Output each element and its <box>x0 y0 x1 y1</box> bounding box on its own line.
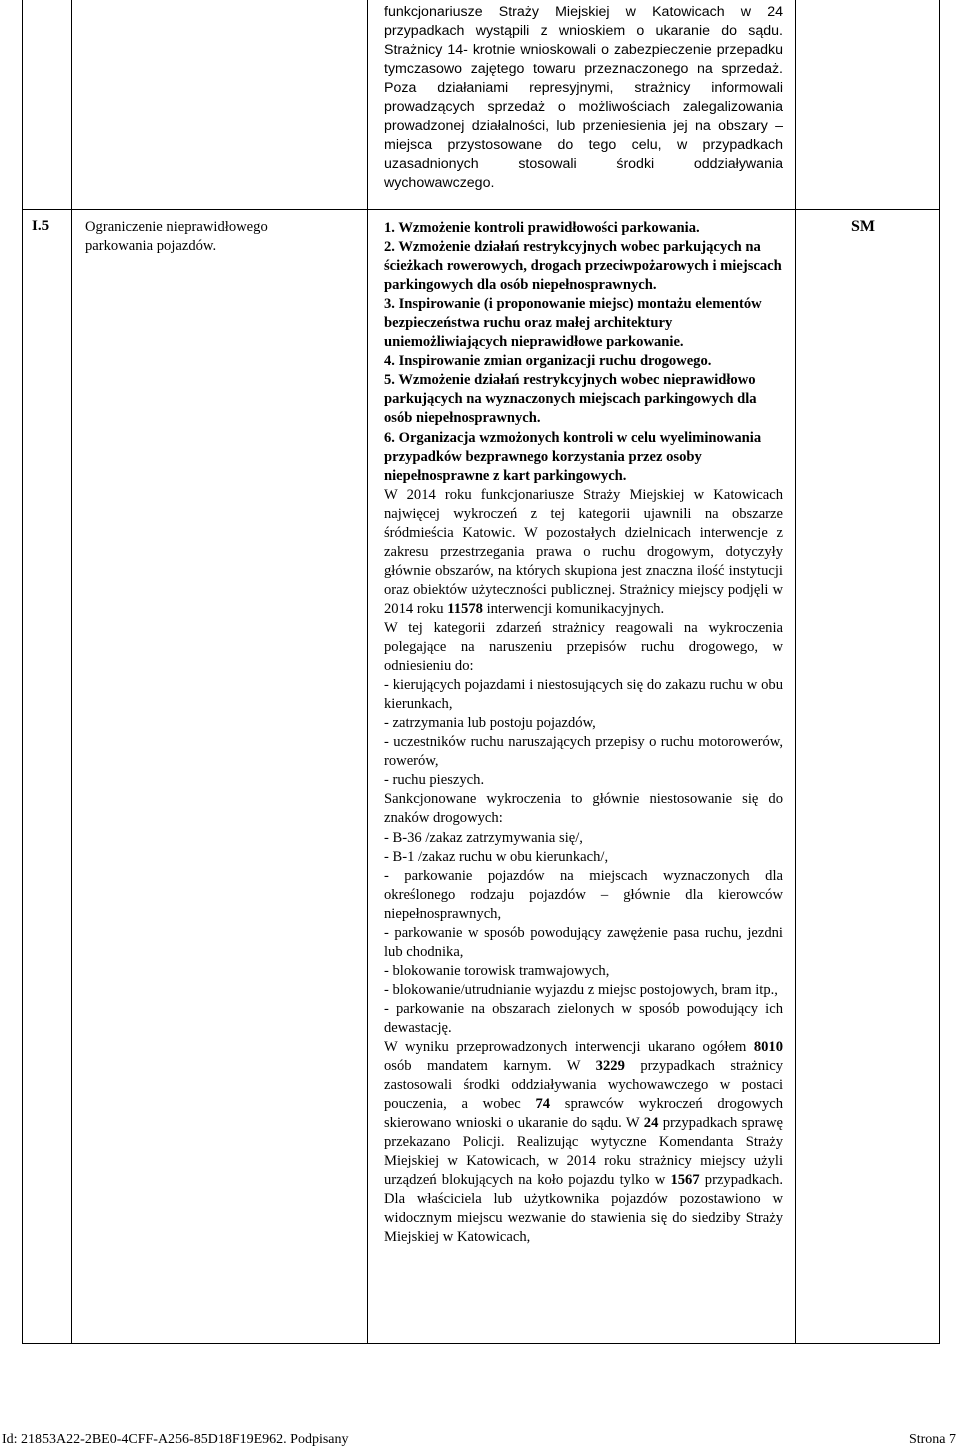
list-item: - blokowanie/utrudnianie wyjazdu z miejsc postojowych, bram itp., <box>384 981 778 998</box>
measure-item: 2. Wzmożenie działań restrykcyjnych wobec parkujących na ścieżkach rowerowych, drogach przeciwpożarowych i miejscach parkingowych dla osób niepełnosprawnych. <box>384 239 782 294</box>
list-item: - parkowanie pojazdów na miejscach wyznaczonych dla określonego rodzaju pojazdów – głównie dla kierowców niepełnosprawnych, <box>384 867 783 922</box>
list-item: - parkowanie na obszarach zielonych w sposób powodujący ich dewastację. <box>384 1000 783 1036</box>
paragraph-interventions: W 2014 roku funkcjonariusze Straży Miejskiej w Katowicach najwięcej wykroczeń z tej kategorii ujawnili na obszarze śródmieścia Katowic. W pozostałych dzielnicach interwencje z zakresu przestrzegania prawa o ruchu drogowym, dotyczyły głównie obszarów, na których skupiona jest znaczna ilość instytucji oraz obiektów użyteczności publicznej. Strażnicy miejscy podjęli w 2014 roku 11578 interwencji komunikacyjnych. <box>384 486 783 617</box>
page-number: Strona 7 <box>908 1432 956 1447</box>
wheel-clamps-count: 1567 <box>670 1172 700 1189</box>
measure-item: 1. Wzmożenie kontroli prawidłowości parkowania. <box>384 220 700 236</box>
top-text-1: funkcjonariusze Straży Miejskiej w Katowicach w 24 przypadkach wystąpili z wnioskiem o ukaranie do sądu. <box>384 4 783 40</box>
column-divider-1 <box>71 0 72 1344</box>
table-border-left <box>22 0 23 1344</box>
row-number: I.5 <box>32 218 50 234</box>
column-divider-2 <box>367 0 368 1344</box>
top-text-2: Strażnicy 14- krotnie wnioskowali o zabezpieczenie przepadku tymczasowo zajętego towaru przeznaczonego na sprzedaż. <box>384 42 783 78</box>
police-transfers-count: 24 <box>643 1115 659 1132</box>
measure-item: uniemożliwiających nieprawidłowe parkowanie. <box>384 334 684 351</box>
list-item: - blokowanie torowisk tramwajowych, <box>384 962 610 979</box>
list-item: - zatrzymania lub postoju pojazdów, <box>384 715 596 732</box>
table-border-bottom <box>22 1343 940 1344</box>
court-requests-count: 74 <box>535 1096 551 1113</box>
row-divider <box>22 209 940 210</box>
educational-count: 3229 <box>595 1058 625 1075</box>
measure-item: 3. Inspirowanie (i proponowanie miejsc) montażu elementów bezpieczeństwa ruchu oraz małej architektury <box>384 296 762 332</box>
measure-item: 6. Organizacja wzmożonych kontroli w celu wyeliminowania przypadków bezprawnego korzystania przez osoby niepełnosprawne z kart parkingowych. <box>384 429 762 484</box>
document-table <box>22 0 940 1344</box>
list-item: - ruchu pieszych. <box>384 772 485 789</box>
list-item: - B-1 /zakaz ruchu w obu kierunkach/, <box>384 848 609 865</box>
paragraph-sanctions: Sankcjonowane wykroczenia to głównie niestosowanie się do znaków drogowych: <box>384 791 783 827</box>
paragraph-results: W wyniku przeprowadzonych interwencji ukarano ogółem 8010 osób mandatem karnym. W 3229 przypadkach strażnicy zastosowali środki oddziaływania wychowawczego w postaci pouczenia, a wobec 74 sprawców wykroczeń drogowych skierowano wnioski o ukaranie do sądu. W 24 przypadkach sprawę przekazano Policji. Realizując wytyczne Komendanta Straży Miejskiej w Katowicach, w 2014 roku strażnicy miejscy użyli urządzeń blokujących na koło pojazdu tylko w 1567 przypadkach. Dla właściciela lub użytkownika pojazdów pozostawiono w widocznym miejscu wezwanie do stawienia się do siedziby Straży Miejskiej w Katowicach, <box>384 1039 784 1246</box>
measures-list <box>384 219 783 486</box>
document-id: Id: 21853A22-2BE0-4CFF-A256-85D18F19E962. Podpisany <box>2 1432 349 1447</box>
table-border-right <box>939 0 940 1344</box>
column-divider-3 <box>795 0 796 1344</box>
responsible-unit: SM <box>851 218 875 235</box>
paragraph-category: W tej kategorii zdarzeń strażnicy reagowali na wykroczenia polegające na naruszeniu przepisów ruchu drogowego, w odniesieniu do: <box>384 619 783 675</box>
fines-count: 8010 <box>753 1039 783 1056</box>
list-item: - uczestników ruchu naruszających przepisy o ruchu motorowerów, rowerów, <box>384 734 783 770</box>
top-text-3: Poza działaniami represyjnymi, strażnicy informowali prowadzących sprzedaż o możliwościach zalegalizowania prowadzonej działalności, lub przeniesienia jej na obszary – miejsca przystosowane do tego celu, w przypadkach uzasadnionych stosowali środki oddziaływania wychowawczego. <box>384 80 783 192</box>
measure-item: 4. Inspirowanie zmian organizacji ruchu drogowego. <box>384 353 712 370</box>
top-cell-text <box>384 3 783 193</box>
list-item: - kierujących pojazdami i niestosujących się do zakazu ruchu w obu kierunkach, <box>384 677 783 713</box>
measures-cell <box>384 219 783 1248</box>
list-item: - parkowanie w sposób powodujący zawężenie pasa ruchu, jezdni lub chodnika, <box>384 924 783 960</box>
list-item: - B-36 /zakaz zatrzymywania się/, <box>384 829 583 846</box>
measure-item: 5. Wzmożenie działań restrykcyjnych wobec nieprawidłowo parkujących na wyznaczonych miejscach parkingowych dla osób niepełnosprawnych. <box>384 372 757 427</box>
task-title: Ograniczenie nieprawidłowego parkowania pojazdów. <box>85 219 268 255</box>
interventions-count: 11578 <box>447 600 483 617</box>
